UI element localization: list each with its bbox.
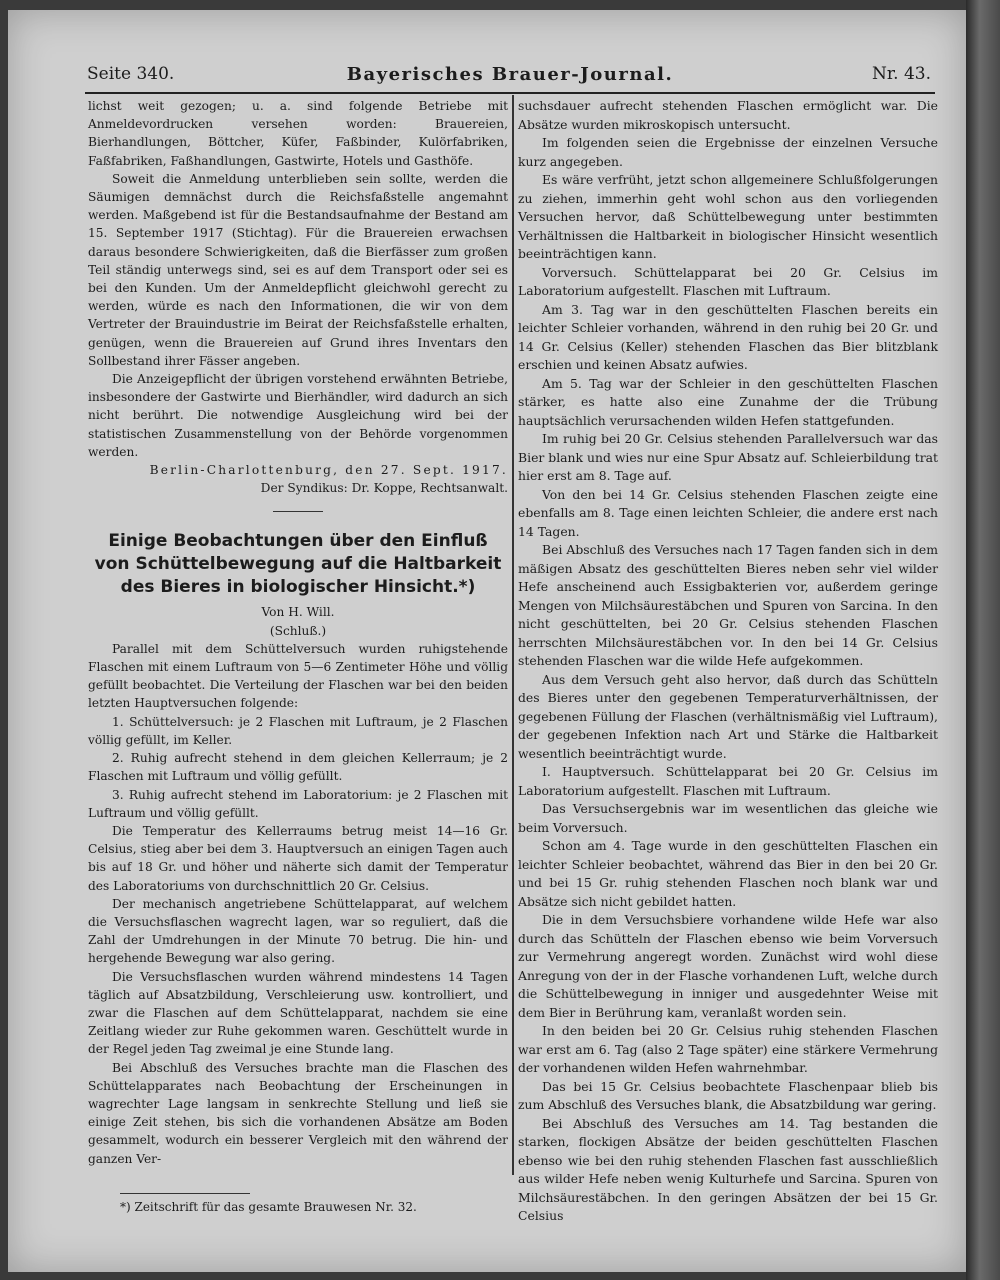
paragraph: Die Temperatur des Kellerraums betrug meist 14—16 Gr. Celsius, stieg aber bei dem 3. Hauptversuch an einigen Tagen auch bis auf 18 Gr. und höher und näherte sich damit der Temperatur des Laboratoriums von durchschnittlich 20 Gr. Celsius. bbox=[88, 823, 508, 893]
separator bbox=[273, 511, 323, 512]
paragraph: Von den bei 14 Gr. Celsius stehenden Flaschen zeigte eine ebenfalls am 8. Tage einen leichten Schleier, die andere erst nach 14 Tagen. bbox=[518, 486, 938, 539]
paragraph: Im folgenden seien die Ergebnisse der einzelnen Versuche kurz angegeben. bbox=[518, 135, 938, 169]
paragraph: Das Versuchsergebnis war im wesentlichen das gleiche wie beim Vorversuch. bbox=[518, 801, 938, 835]
paragraph: Im ruhig bei 20 Gr. Celsius stehenden Parallelversuch war das Bier blank und wies nur eine Spur Absatz auf. Schleierbildung trat hier erst am 8. Tage auf. bbox=[518, 431, 938, 483]
page-header bbox=[85, 60, 935, 94]
list-item: 1. Schüttelversuch: je 2 Flaschen mit Luftraum, je 2 Flaschen völlig gefüllt, im Keller. bbox=[88, 714, 508, 747]
paragraph: Aus dem Versuch geht also hervor, daß durch das Schütteln des Bieres unter den gegebenen Temperaturverhältnissen, der gegebenen Füllung der Flaschen (verhältnismäßig viel Luftraum), der gegebenen Infektion nach Art und Stärke die Haltbarkeit wesentlich beeinträchtigt wurde. bbox=[518, 671, 938, 761]
paragraph: Vorversuch. Schüttelapparat bei 20 Gr. Celsius im Laboratorium aufgestellt. Flaschen mit Luftraum. bbox=[518, 264, 938, 298]
article-note: (Schluß.) bbox=[269, 623, 327, 638]
paragraph: Die Anzeigepflicht der übrigen vorstehend erwähnten Betriebe, insbesondere der Gastwirte und Bierhändler, wird dadurch an sich nicht berührt. Die notwendige Ausgleichung wird bei der statistischen Zusammenstellung von der Behörde vorgenommen werden. bbox=[88, 372, 508, 459]
footnote: *) Zeitschrift für das gesamte Brauwesen Nr. 32. bbox=[120, 1200, 417, 1214]
paragraph: Es wäre verfrüht, jetzt schon allgemeinere Schlußfolgerungen zu ziehen, immerhin geht wohl schon aus den vorliegenden Versuchen hervor, daß Schüttelbewegung unter bestimmten Verhältnissen die Haltbarkeit in biologischer Hinsicht wesentlich beeinträchtigen kann. bbox=[518, 172, 938, 261]
paragraph: Das bei 15 Gr. Celsius beobachtete Flaschenpaar blieb bis zum Abschluß des Versuches blank, die Absatzbildung war gering. bbox=[518, 1078, 938, 1112]
paragraph: Die Versuchsflaschen wurden während mindestens 14 Tagen täglich auf Absatzbildung, Verschleierung usw. kontrolliert, und zwar die Flaschen auf dem Schüttelapparat, nachdem sie eine Zeitlang wieder zur Ruhe gekommen waren. Geschüttelt wurde in der Regel jeden Tag zweimal je eine Stunde lang. bbox=[88, 969, 508, 1057]
paragraph: lichst weit gezogen; u. a. sind folgende Betriebe mit Anmeldevordrucken versehen worden: Brauereien, Bierhandlungen, Böttcher, Küfer, Faßbinder, Kulörfabriken, Faßfabriken, Faßhandlungen, Gastwirte, Hotels und Gasthöfe. bbox=[88, 99, 508, 168]
paragraph: Bei Abschluß des Versuches am 14. Tag bestanden die starken, flockigen Absätze der beiden geschüttelten Flaschen ebenso wie bei den ruhig stehenden Flaschen fast ausschließlich aus wilder Hefe neben wenig Kulturhefe und Sarcina. Spuren von Milchsäurestäbchen. In den geringen Absätzen der bei 15 Gr. Celsius bbox=[518, 1115, 938, 1223]
column-rule bbox=[512, 95, 514, 1175]
paragraph: I. Hauptversuch. Schüttelapparat bei 20 Gr. Celsius im Laboratorium aufgestellt. Flaschen mit Luftraum. bbox=[518, 764, 938, 798]
binding-edge bbox=[966, 0, 1000, 1280]
issue-number: Nr. 43. bbox=[872, 64, 931, 84]
paragraph: Parallel mit dem Schüttelversuch wurden ruhigstehende Flaschen mit einem Luftraum von 5—6 Zentimeter Höhe und völlig gefüllt beobachtet. Die Verteilung der Flaschen war bei den beiden letzten Hauptversuchen folgende: bbox=[88, 641, 508, 711]
page-number: Seite 340. bbox=[87, 64, 175, 84]
header-rule bbox=[85, 92, 935, 94]
article-author: Von H. Will. bbox=[261, 605, 335, 620]
paragraph: Die in dem Versuchsbiere vorhandene wilde Hefe war also durch das Schütteln der Flaschen ebenso wie beim Vorversuch zur Vermehrung angeregt worden. Zunächst wird wohl diese Anregung von der in der Flasche vorhandenen Luft, welche durch die Schüttelbewegung in inniger und ausgedehnter Weise mit dem Bier in Berührung kam, veranlaßt worden sein. bbox=[518, 912, 938, 1020]
paragraph: Schon am 4. Tage wurde in den geschüttelten Flaschen ein leichter Schleier beobachtet, während das Bier in den bei 20 Gr. und bei 15 Gr. ruhig stehenden Flaschen noch blank war und Absätze sich nicht gebildet hatten. bbox=[518, 838, 938, 909]
paragraph: Der mechanisch angetriebene Schüttelapparat, auf welchem die Versuchsflaschen wagrecht lagen, war so reguliert, daß die Zahl der Umdrehungen in der Minute 70 betrug. Die hin- und hergehende Bewegung war also gering. bbox=[88, 896, 508, 966]
paragraph: Bei Abschluß des Versuches brachte man die Flaschen des Schüttelapparates nach Beobachtung der Erscheinungen in wagrechter Lage langsam in senkrechte Stellung und ließ sie einige Zeit stehen, bis sich die vorhandenen Absätze am Boden gesammelt, wodurch ein besserer Vergleich mit den während der ganzen Ver- bbox=[88, 1060, 508, 1166]
paragraph: Bei Abschluß des Versuches nach 17 Tagen fanden sich in dem mäßigen Absatz des geschüttelten Bieres neben sehr viel wilder Hefe anscheinend auch Essigbakterien vor, außerdem geringe Mengen von Milchsäurestäbchen und Spuren von Sarcina. In den nicht geschüttelten, bei 20 Gr. Celsius stehenden Flaschen herrschten Milchsäurestäbchen vor. In den bei 14 Gr. Celsius stehenden Flaschen war die wilde Hefe aufgekommen. bbox=[518, 542, 938, 668]
list-item: 3. Ruhig aufrecht stehend im Laboratorium: je 2 Flaschen mit Luftraum und völlig gefüllt. bbox=[88, 787, 508, 820]
list-item: 2. Ruhig aufrecht stehend in dem gleichen Kellerraum; je 2 Flaschen mit Luftraum und völlig gefüllt. bbox=[88, 751, 508, 784]
dateline: Berlin-Charlottenburg, den 27. Sept. 1917. bbox=[149, 463, 508, 478]
paragraph: Am 5. Tag war der Schleier in den geschüttelten Flaschen stärker, es hatte also eine Zunahme der die Trübung hauptsächlich verursachenden wilden Hefen stattgefunden. bbox=[518, 375, 938, 428]
paragraph: Am 3. Tag war in den geschüttelten Flaschen bereits ein leichter Schleier vorhanden, während in den ruhig bei 20 Gr. und 14 Gr. Celsius (Keller) stehenden Flaschen das Bier blitzblank erschien und keinen Absatz aufwies. bbox=[518, 301, 938, 372]
signature: Der Syndikus: Dr. Koppe, Rechtsanwalt. bbox=[260, 481, 508, 496]
paragraph: suchsdauer aufrecht stehenden Flaschen ermöglicht war. Die Absätze wurden mikroskopisch untersucht. bbox=[518, 98, 938, 132]
footnote-rule bbox=[120, 1193, 250, 1194]
paragraph: In den beiden bei 20 Gr. Celsius ruhig stehenden Flaschen war erst am 6. Tag (also 2 Tage später) eine stärkere Vermehrung der vorhandenen wilden Hefen wahrnehmbar. bbox=[518, 1023, 938, 1075]
article-title: Einige Beobachtungen über den Einfluß von Schüttelbewegung auf die Haltbarkeit des Bieres in biologischer Hinsicht.*) bbox=[94, 531, 502, 598]
journal-title: Bayerisches Brauer-Journal. bbox=[346, 64, 674, 85]
paragraph: Soweit die Anmeldung unterblieben sein sollte, werden die Säumigen demnächst durch die Reichsfaßstelle angemahnt werden. Maßgebend ist für die Bestandsaufnahme der Bestand am 15. September 1917 (Stichtag). Für die Brauereien erwachsen daraus besondere Schwierigkeiten, daß die Bierfässer zum großen Teil ständig unterwegs sind, sei es auf dem Transport oder sei es bei den Kunden. Um der Anmeldepflicht gleichwohl gerecht zu werden, würde es nach den Informationen, die wir von dem Vertreter der Brauindustrie im Beirat der Reichsfaßstelle erhalten, genügen, wenn die Brauereien auf Grund ihres Inventars den Sollbestand ihrer Fässer angeben. bbox=[88, 171, 508, 368]
right-column bbox=[518, 97, 938, 1226]
left-column bbox=[88, 97, 508, 1168]
